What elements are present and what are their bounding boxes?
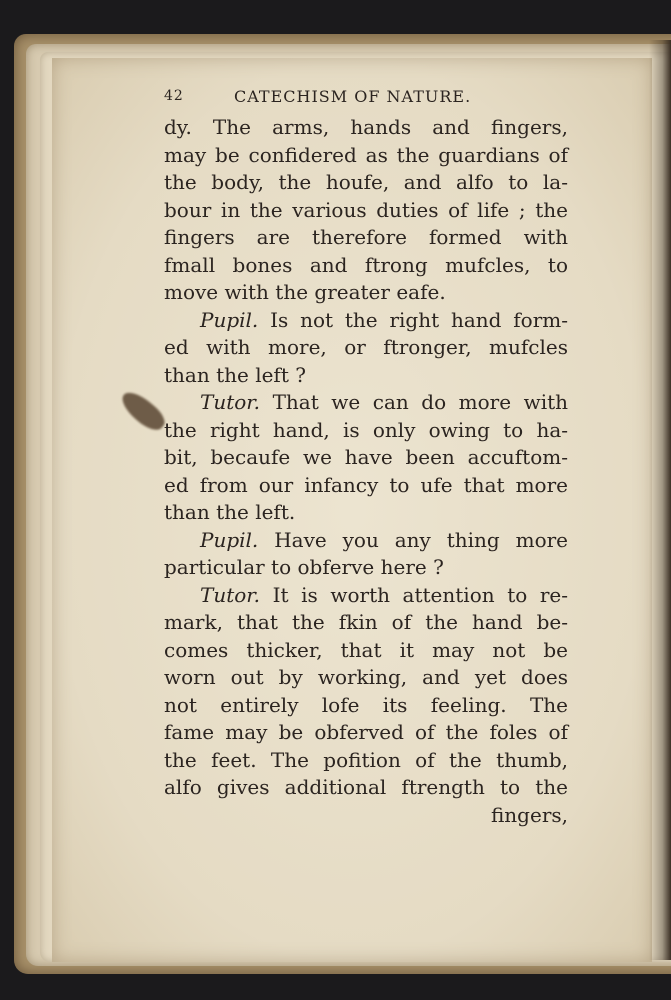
- text-line: [164, 747, 568, 775]
- line-text: Is not the right hand form-: [270, 307, 568, 332]
- line-text: comes thicker, that it may not be: [164, 637, 568, 662]
- text-line: [164, 169, 568, 197]
- line-text: mark, that the fkin of the hand be-: [164, 610, 568, 634]
- text-line: [164, 664, 568, 692]
- text-line: [164, 114, 568, 142]
- page-text: [164, 84, 568, 829]
- page-header: [164, 84, 568, 114]
- text-line: [164, 389, 568, 417]
- running-head: CATECHISM OF NATURE.: [234, 87, 472, 106]
- speaker-label: Pupil.: [200, 527, 259, 552]
- text-line: [164, 609, 568, 637]
- line-text: bour in the various duties of life ; the: [164, 197, 568, 222]
- text-lines: [164, 114, 568, 802]
- line-text: Have you any thing more: [274, 527, 569, 552]
- line-text: move with the greater eafe.: [164, 280, 446, 304]
- line-text: the feet. The pofition of the thumb,: [164, 747, 568, 772]
- text-line: [164, 252, 568, 280]
- line-text: fame may be obferved of the foles of: [164, 720, 568, 744]
- line-text: than the left.: [164, 500, 296, 524]
- line-text: particular to obferve here ?: [164, 555, 444, 579]
- page-gutter: [649, 40, 671, 960]
- line-text: alfo gives additional ftrength to the: [164, 775, 568, 799]
- text-line: [164, 527, 568, 555]
- text-line: [164, 142, 568, 170]
- line-text: dy. The arms, hands and fingers,: [164, 115, 568, 139]
- text-line: [164, 637, 568, 665]
- text-line: [164, 774, 568, 802]
- text-line: [164, 307, 568, 335]
- line-text: It is worth attention to re-: [272, 582, 569, 607]
- text-line: [164, 224, 568, 252]
- line-text: ed with more, or ftronger, mufcles: [164, 335, 568, 359]
- text-line: [164, 334, 568, 362]
- speaker-label: Pupil.: [200, 307, 259, 332]
- text-line: [164, 417, 568, 445]
- text-line: [164, 582, 568, 610]
- page-number: 42: [164, 88, 184, 104]
- line-text: bit, becaufe we have been accuftom-: [164, 445, 568, 469]
- line-text: That we can do more with: [272, 390, 569, 414]
- text-line: [164, 692, 568, 720]
- speaker-label: Tutor.: [200, 390, 261, 414]
- text-line: [164, 362, 568, 390]
- line-text: not entirely lofe its feeling. The: [164, 692, 568, 717]
- line-text: fmall bones and ftrong mufcles, to: [164, 252, 568, 277]
- text-line: [164, 554, 568, 582]
- line-text: fingers are therefore formed with: [164, 225, 568, 249]
- text-line: [164, 472, 568, 500]
- catchword: fingers,: [490, 802, 568, 827]
- text-line: [164, 279, 568, 307]
- line-text: the body, the houfe, and alfo to la-: [164, 170, 568, 194]
- text-line: [164, 499, 568, 527]
- speaker-label: Tutor.: [200, 582, 261, 607]
- line-text: may be confidered as the guardians of: [164, 142, 568, 167]
- line-text: than the left ?: [164, 362, 306, 387]
- line-text: the right hand, is only owing to ha-: [164, 417, 568, 442]
- line-text: ed from our infancy to ufe that more: [164, 472, 568, 497]
- line-text: worn out by working, and yet does: [164, 665, 568, 689]
- text-line: [164, 197, 568, 225]
- text-line: [164, 719, 568, 747]
- text-line: [164, 444, 568, 472]
